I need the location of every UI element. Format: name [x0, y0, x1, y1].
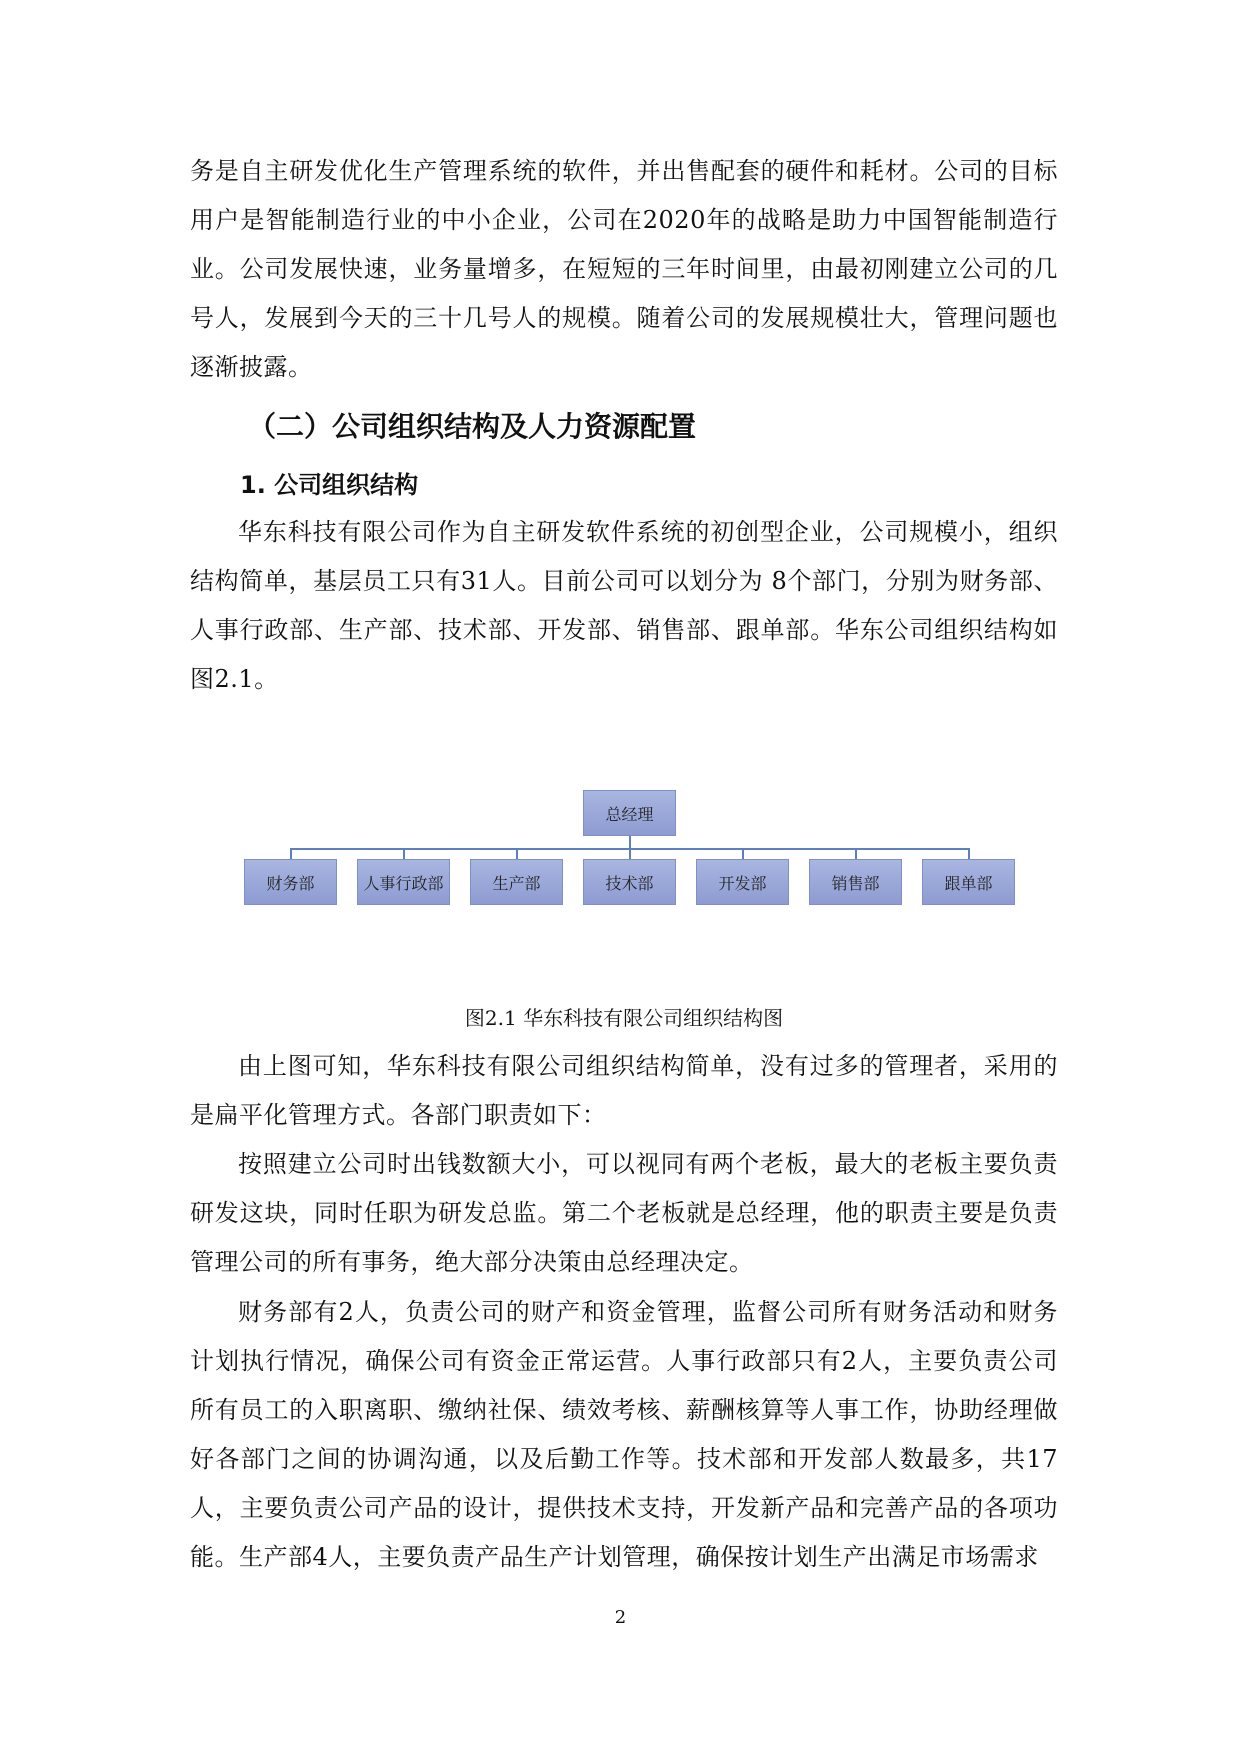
figure-caption: 图2.1 华东科技有限公司组织结构图 — [464, 1006, 784, 1030]
org-dept-box — [357, 859, 450, 905]
org-root-label: 总经理 — [605, 804, 654, 824]
org-dept-box — [696, 859, 789, 905]
dept-label-technology: 技术部 — [605, 873, 654, 893]
paragraph-owners: 按照建立公司时出钱数额大小，可以视同有两个老板，最大的老板主要负责研发这块，同时任职为研发总监。第二个老板就是总经理，他的职责主要是负责管理公司的所有事务，绝大部分决策由总经理决定。 — [190, 1150, 1058, 1276]
section-heading: （二）公司组织结构及人力资源配置 — [248, 410, 697, 443]
paragraph-departments: 财务部有2人，负责公司的财产和资金管理，监督公司所有财务活动和财务计划执行情况，确保公司有资金正常运营。人事行政部只有2人，主要负责公司所有员工的入职离职、缴纳社保、绩效考核、薪酬核算等人事工作，协助经理做好各部门之间的协调沟通，以及后勤工作等。技术部和开发部人数最多，共17人，主要负责公司产品的设计，提供技术支持，开发新产品和完善产品的各项功能。生产部4人，主要负责产品生产计划管理，确保按计划生产出满足市场需求 — [190, 1298, 1058, 1571]
org-dept-box — [244, 859, 337, 905]
page-number: 2 — [614, 1607, 627, 1628]
dept-label-hr-admin: 人事行政部 — [363, 873, 444, 893]
paragraph-structure-summary: 由上图可知，华东科技有限公司组织结构简单，没有过多的管理者，采用的是扁平化管理方式。各部门职责如下： — [190, 1052, 1058, 1129]
org-dept-box — [922, 859, 1015, 905]
org-dept-box — [583, 859, 676, 905]
paragraph-org-overview: 华东科技有限公司作为自主研发软件系统的初创型企业，公司规模小，组织结构简单，基层员工只有31人。目前公司可以划分为 8个部门，分别为财务部、人事行政部、生产部、技术部、开发部、销售部、跟单部。华东公司组织结构如图2.1。 — [190, 518, 1058, 693]
org-dept-box — [470, 859, 563, 905]
dept-label-finance: 财务部 — [266, 873, 315, 893]
dept-label-order-tracking: 跟单部 — [944, 873, 993, 893]
org-dept-box — [809, 859, 902, 905]
dept-label-development: 开发部 — [718, 873, 767, 893]
subsection-heading: 1. 公司组织结构 — [240, 471, 419, 499]
dept-label-production: 生产部 — [492, 873, 541, 893]
paragraph-intro: 务是自主研发优化生产管理系统的软件，并出售配套的硬件和耗材。公司的目标用户是智能制造行业的中小企业，公司在2020年的战略是助力中国智能制造行业。公司发展快速，业务量增多，在短短的三年时间里，由最初刚建立公司的几号人，发展到今天的三十几号人的规模。随着公司的发展规模壮大，管理问题也逐渐披露。 — [190, 157, 1058, 381]
org-root-box — [583, 790, 676, 836]
dept-label-sales: 销售部 — [831, 873, 880, 893]
